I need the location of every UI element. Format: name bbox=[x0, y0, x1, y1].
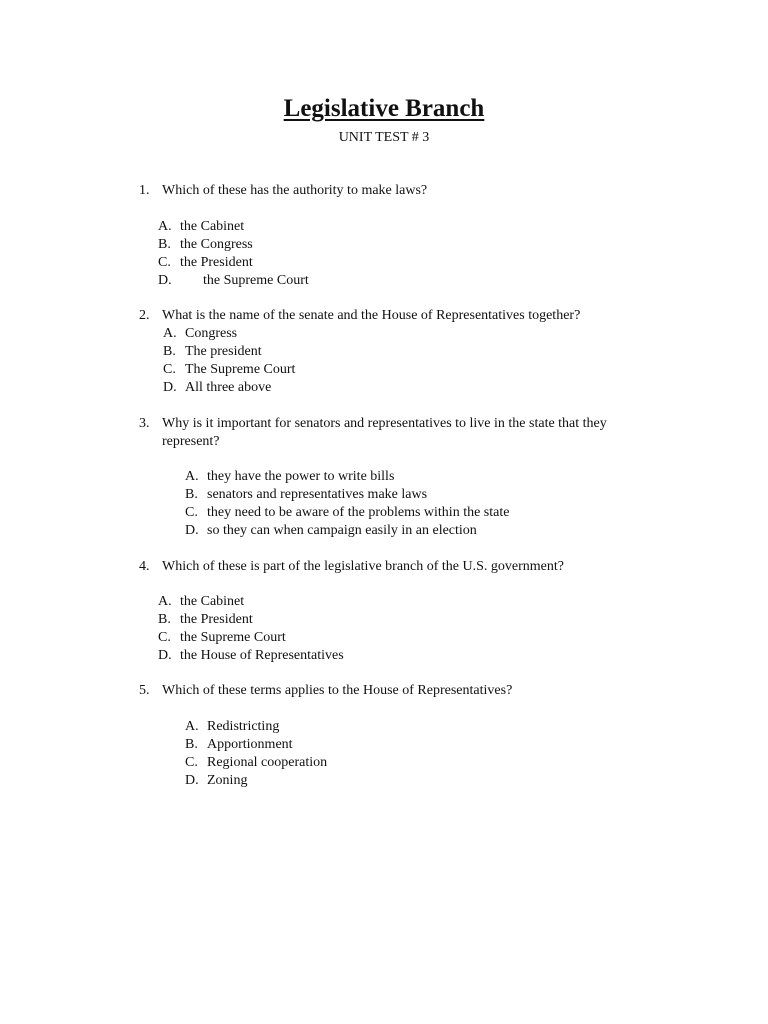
option-text: senators and representatives make laws bbox=[207, 487, 428, 502]
option-text: Regional cooperation bbox=[207, 755, 328, 770]
option-letter: A. bbox=[185, 469, 199, 484]
option-text: the Supreme Court bbox=[180, 630, 286, 645]
option-letter: D. bbox=[158, 273, 172, 288]
question-text-line-1: Why is it important for senators and representatives to live in the state that they bbox=[162, 416, 607, 431]
option-text: the House of Representatives bbox=[180, 648, 344, 663]
option-letter: A. bbox=[158, 594, 172, 609]
option-letter: A. bbox=[158, 219, 172, 234]
question-number: 3. bbox=[139, 416, 150, 431]
option-letter: D. bbox=[158, 648, 172, 663]
option-letter: D. bbox=[185, 773, 199, 788]
question-text: Which of these is part of the legislative branch of the U.S. government? bbox=[162, 559, 564, 574]
option-letter: B. bbox=[185, 737, 198, 752]
option-text: the Cabinet bbox=[180, 219, 245, 234]
option-text: Congress bbox=[185, 326, 238, 341]
question-number: 4. bbox=[139, 559, 150, 574]
option-text: Zoning bbox=[207, 773, 248, 788]
option-text: the Congress bbox=[180, 237, 253, 252]
option-letter: C. bbox=[158, 630, 171, 645]
option-text: Apportionment bbox=[207, 737, 293, 752]
option-letter: C. bbox=[185, 505, 198, 520]
option-letter: B. bbox=[163, 344, 176, 359]
option-text: the Cabinet bbox=[180, 594, 245, 609]
option-letter: C. bbox=[158, 255, 171, 270]
option-letter: C. bbox=[163, 362, 176, 377]
question-text: What is the name of the senate and the House of Representatives together? bbox=[162, 308, 581, 323]
option-text: The Supreme Court bbox=[185, 362, 296, 377]
option-text: The president bbox=[185, 344, 262, 359]
option-text: All three above bbox=[185, 380, 272, 395]
page-title: Legislative Branch bbox=[283, 95, 485, 122]
option-text: the President bbox=[180, 612, 253, 627]
option-text: so they can when campaign easily in an election bbox=[207, 523, 477, 538]
option-letter: A. bbox=[163, 326, 177, 341]
question-number: 5. bbox=[139, 683, 150, 698]
option-letter: D. bbox=[163, 380, 177, 395]
option-letter: B. bbox=[158, 612, 171, 627]
question-number: 2. bbox=[139, 308, 150, 323]
question-number: 1. bbox=[139, 183, 150, 198]
option-letter: A. bbox=[185, 719, 199, 734]
option-letter: C. bbox=[185, 755, 198, 770]
page-subtitle: UNIT TEST # 3 bbox=[338, 130, 430, 145]
option-letter: D. bbox=[185, 523, 199, 538]
question-text-line-2: represent? bbox=[162, 434, 220, 449]
option-text: Redistricting bbox=[207, 719, 280, 734]
option-text: the Supreme Court bbox=[203, 273, 309, 288]
option-text: they have the power to write bills bbox=[207, 469, 395, 484]
option-letter: B. bbox=[158, 237, 171, 252]
question-text: Which of these has the authority to make laws? bbox=[162, 183, 428, 198]
question-text: Which of these terms applies to the House of Representatives? bbox=[162, 683, 513, 698]
option-text: they need to be aware of the problems within the state bbox=[207, 505, 510, 520]
option-letter: B. bbox=[185, 487, 198, 502]
option-text: the President bbox=[180, 255, 253, 270]
